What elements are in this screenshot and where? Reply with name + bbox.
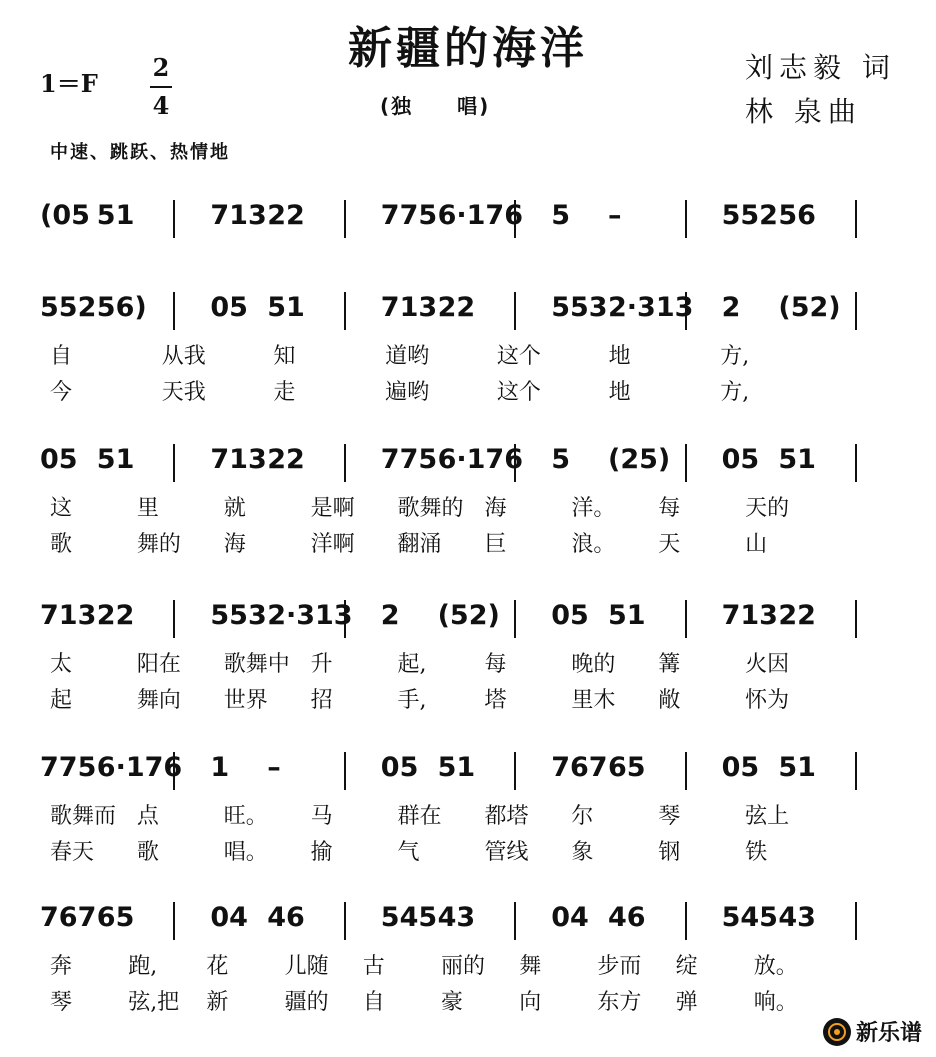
- lyric-word: 晚的: [571, 652, 616, 677]
- lyric-word: 阳在: [136, 652, 181, 677]
- note-group: 51: [778, 752, 816, 783]
- lyric-word: 自: [362, 990, 385, 1015]
- lyric-word: 洋啊: [310, 532, 355, 557]
- lyric-word: 地: [608, 380, 631, 405]
- lyric-word: 马: [310, 804, 333, 829]
- note-group: 6·176: [437, 444, 523, 475]
- barline: [514, 600, 516, 638]
- note-group: 553: [551, 292, 608, 323]
- time-signature-bottom: 4: [152, 91, 170, 120]
- note-group: 56: [778, 200, 816, 231]
- note-group: 713: [721, 600, 778, 631]
- tempo-marking: 中速、跳跃、热情地: [50, 142, 230, 163]
- barline: [173, 902, 175, 940]
- lyric-word: 古: [362, 954, 385, 979]
- lyric-word: 舞: [519, 954, 542, 979]
- note-group: 43: [437, 902, 476, 933]
- lyric-word: 山: [745, 532, 768, 557]
- note-group: (05: [40, 200, 90, 231]
- lyric-word: 步而: [597, 954, 642, 979]
- lyric-word: 琴: [50, 990, 73, 1015]
- barline: [344, 200, 346, 238]
- lyric-word: 起,: [397, 652, 427, 677]
- lyric-line-verse-2: [0, 838, 936, 868]
- note-group: 775: [380, 200, 438, 231]
- barline: [855, 902, 857, 940]
- notation-line: [0, 196, 936, 246]
- lyric-word: 象: [571, 840, 594, 865]
- note-group: 6·176: [96, 752, 183, 783]
- note-group: 65: [608, 752, 646, 783]
- lyric-word: 手,: [397, 688, 427, 713]
- lyric-word: 翻涌: [397, 532, 442, 557]
- lyricist-credit: 刘志毅 词: [745, 51, 896, 84]
- note-group: 51: [267, 292, 305, 323]
- lyric-word: 巨: [484, 532, 507, 557]
- note-group: 552: [40, 292, 97, 323]
- lyric-word: 都塔: [484, 804, 529, 829]
- lyric-word: 方,: [720, 380, 750, 405]
- lyric-word: 篝: [658, 652, 681, 677]
- lyric-word: 敞: [658, 688, 681, 713]
- lyric-word: 里: [136, 496, 159, 521]
- lyric-word: 气: [397, 840, 420, 865]
- barline: [855, 200, 857, 238]
- barline: [514, 200, 516, 238]
- note-group: 05: [40, 444, 78, 475]
- barline: [685, 292, 687, 330]
- lyric-word: 起: [50, 688, 73, 713]
- lyric-word: 海: [484, 496, 507, 521]
- lyric-word: 里木: [571, 688, 616, 713]
- note-group: 05: [721, 752, 760, 783]
- lyric-word: 点: [136, 804, 159, 829]
- note-group: 5: [551, 444, 570, 475]
- lyric-word: 塔: [484, 688, 507, 713]
- lyric-word: 就: [223, 496, 246, 521]
- note-group: 2·313: [267, 600, 353, 631]
- lyric-word: 新: [206, 990, 229, 1015]
- barline: [685, 902, 687, 940]
- note-group: (52): [437, 600, 500, 631]
- note-group: 552: [721, 200, 778, 231]
- lyric-word: 放。: [753, 954, 798, 979]
- lyric-word: 世界: [223, 688, 268, 713]
- note-group: 6·176: [437, 200, 523, 231]
- lyric-word: 洋。: [571, 496, 616, 521]
- lyric-word: 弦上: [745, 804, 790, 829]
- note-group: 2: [721, 292, 741, 323]
- lyric-word: 唱。: [223, 840, 268, 865]
- note-group: 05: [551, 600, 589, 631]
- barline: [855, 292, 857, 330]
- lyric-word: 歌舞的: [397, 496, 464, 521]
- lyric-word: 旺。: [223, 804, 268, 829]
- lyric-word: 海: [223, 532, 246, 557]
- note-group: (52): [778, 292, 841, 323]
- lyric-word: 绽: [675, 954, 698, 979]
- barline: [685, 600, 687, 638]
- lyric-word: 火因: [745, 652, 790, 677]
- lyric-word: 歌舞中: [223, 652, 290, 677]
- barline: [855, 444, 857, 482]
- note-group: 1: [210, 752, 230, 783]
- barline: [514, 292, 516, 330]
- lyric-word: 群在: [397, 804, 442, 829]
- note-group: 04: [551, 902, 589, 933]
- note-group: 51: [778, 444, 816, 475]
- note-group: 22: [437, 292, 476, 323]
- lyric-word: 天的: [745, 496, 790, 521]
- lyric-line-verse-1: [0, 802, 936, 832]
- barline: [855, 752, 857, 790]
- lyric-word: 歌: [50, 532, 73, 557]
- note-group: 51: [608, 600, 646, 631]
- lyric-word: 铁: [745, 840, 768, 865]
- barline: [685, 200, 687, 238]
- lyric-line-verse-2: [0, 988, 936, 1018]
- barline: [173, 292, 175, 330]
- note-group: 713: [210, 444, 267, 475]
- lyric-line-verse-1: [0, 342, 936, 372]
- note-group: 545: [380, 902, 438, 933]
- lyric-word: 升: [310, 652, 333, 677]
- barline: [173, 200, 175, 238]
- note-group: –: [608, 200, 622, 231]
- notation-line: [0, 596, 936, 646]
- barline: [685, 752, 687, 790]
- lyric-word: 跑,: [128, 954, 158, 979]
- lyric-word: 浪。: [571, 532, 616, 557]
- note-group: 51: [96, 200, 135, 231]
- lyric-word: 尔: [571, 804, 594, 829]
- lyric-word: 是啊: [310, 496, 355, 521]
- note-group: 51: [96, 444, 135, 475]
- site-logo: [822, 1016, 922, 1047]
- barline: [173, 752, 175, 790]
- lyric-word: 这个: [496, 380, 541, 405]
- lyric-word: 这个: [496, 344, 541, 369]
- lyric-word: 弹: [675, 990, 698, 1015]
- lyric-word: 疆的: [284, 990, 329, 1015]
- notation-line: [0, 288, 936, 338]
- note-group: 713: [40, 600, 97, 631]
- note-group: 46: [608, 902, 646, 933]
- lyric-word: 东方: [597, 990, 642, 1015]
- lyric-word: 地: [608, 344, 631, 369]
- note-group: –: [267, 752, 281, 783]
- note-group: 5: [551, 200, 570, 231]
- lyric-word: 舞向: [136, 688, 181, 713]
- note-group: 56): [96, 292, 147, 323]
- lyric-word: 遍哟: [385, 380, 430, 405]
- lyric-word: 舞的: [136, 532, 181, 557]
- lyric-word: 今: [50, 380, 73, 405]
- lyric-word: 走: [273, 380, 296, 405]
- logo-text: 新乐谱: [855, 1021, 922, 1046]
- lyric-line-verse-1: [0, 952, 936, 982]
- note-group: 43: [778, 902, 816, 933]
- lyric-word: 歌: [136, 840, 159, 865]
- lyric-word: 自: [50, 344, 73, 369]
- note-group: 22: [267, 200, 305, 231]
- lyric-word: 每: [658, 496, 681, 521]
- note-group: (25): [608, 444, 671, 475]
- lyric-word: 奔: [50, 954, 73, 979]
- lyric-word: 天: [658, 532, 681, 557]
- note-group: 22: [267, 444, 305, 475]
- lyric-word: 道哟: [385, 344, 430, 369]
- composer-credit: 林 泉曲: [745, 95, 862, 128]
- lyric-word: 琴: [658, 804, 681, 829]
- key-signature: 1＝F: [40, 69, 98, 98]
- song-title: 新疆的海洋: [348, 23, 588, 74]
- lyric-line-verse-1: [0, 494, 936, 524]
- note-group: 553: [210, 600, 267, 631]
- lyric-line-verse-2: [0, 530, 936, 560]
- note-group: 22: [96, 600, 135, 631]
- lyric-line-verse-1: [0, 650, 936, 680]
- barline: [514, 752, 516, 790]
- lyric-line-verse-2: [0, 378, 936, 408]
- barline: [855, 600, 857, 638]
- lyric-word: 这: [50, 496, 73, 521]
- lyric-word: 从我: [161, 344, 206, 369]
- record-disc-icon: [822, 1017, 852, 1047]
- lyric-word: 儿随: [284, 954, 329, 979]
- note-group: 713: [380, 292, 438, 323]
- lyric-word: 响。: [753, 990, 798, 1015]
- note-group: 545: [721, 902, 778, 933]
- note-group: 775: [380, 444, 438, 475]
- barline: [173, 600, 175, 638]
- lyric-word: 每: [484, 652, 507, 677]
- note-group: 65: [96, 902, 135, 933]
- barline: [344, 902, 346, 940]
- note-group: 767: [551, 752, 608, 783]
- barline: [344, 444, 346, 482]
- notation-line: [0, 748, 936, 798]
- lyric-word: 管线: [484, 840, 529, 865]
- lyric-word: 怀为: [745, 688, 790, 713]
- lyric-word: 向: [519, 990, 542, 1015]
- performance-mode: (独 唱): [380, 94, 491, 118]
- note-group: 713: [210, 200, 267, 231]
- note-group: 05: [380, 752, 419, 783]
- lyric-word: 知: [273, 344, 296, 369]
- lyric-word: 春天: [50, 840, 95, 865]
- barline: [344, 752, 346, 790]
- lyric-word: 丽的: [441, 954, 486, 979]
- barline: [344, 292, 346, 330]
- lyric-line-verse-2: [0, 686, 936, 716]
- note-group: 2·313: [608, 292, 694, 323]
- note-group: 767: [40, 902, 97, 933]
- barline: [514, 902, 516, 940]
- note-group: 22: [778, 600, 816, 631]
- lyric-word: 太: [50, 652, 73, 677]
- lyric-word: 天我: [161, 380, 206, 405]
- lyric-word: 歌舞而: [50, 804, 117, 829]
- note-group: 04: [210, 902, 248, 933]
- note-group: 05: [210, 292, 248, 323]
- note-group: 51: [437, 752, 476, 783]
- lyric-word: 招: [310, 688, 333, 713]
- lyric-word: 豪: [441, 990, 464, 1015]
- lyric-word: 揄: [310, 840, 333, 865]
- lyric-word: 花: [206, 954, 229, 979]
- notation-line: [0, 898, 936, 948]
- note-group: 775: [40, 752, 97, 783]
- note-group: 46: [267, 902, 305, 933]
- barline: [173, 444, 175, 482]
- barline: [344, 600, 346, 638]
- notation-line: [0, 440, 936, 490]
- lyric-word: 弦,把: [128, 990, 180, 1015]
- lyric-word: 钢: [658, 840, 681, 865]
- note-group: 2: [380, 600, 400, 631]
- barline: [514, 444, 516, 482]
- barline: [685, 444, 687, 482]
- lyric-word: 方,: [720, 344, 750, 369]
- note-group: 05: [721, 444, 760, 475]
- time-signature-top: 2: [152, 53, 170, 82]
